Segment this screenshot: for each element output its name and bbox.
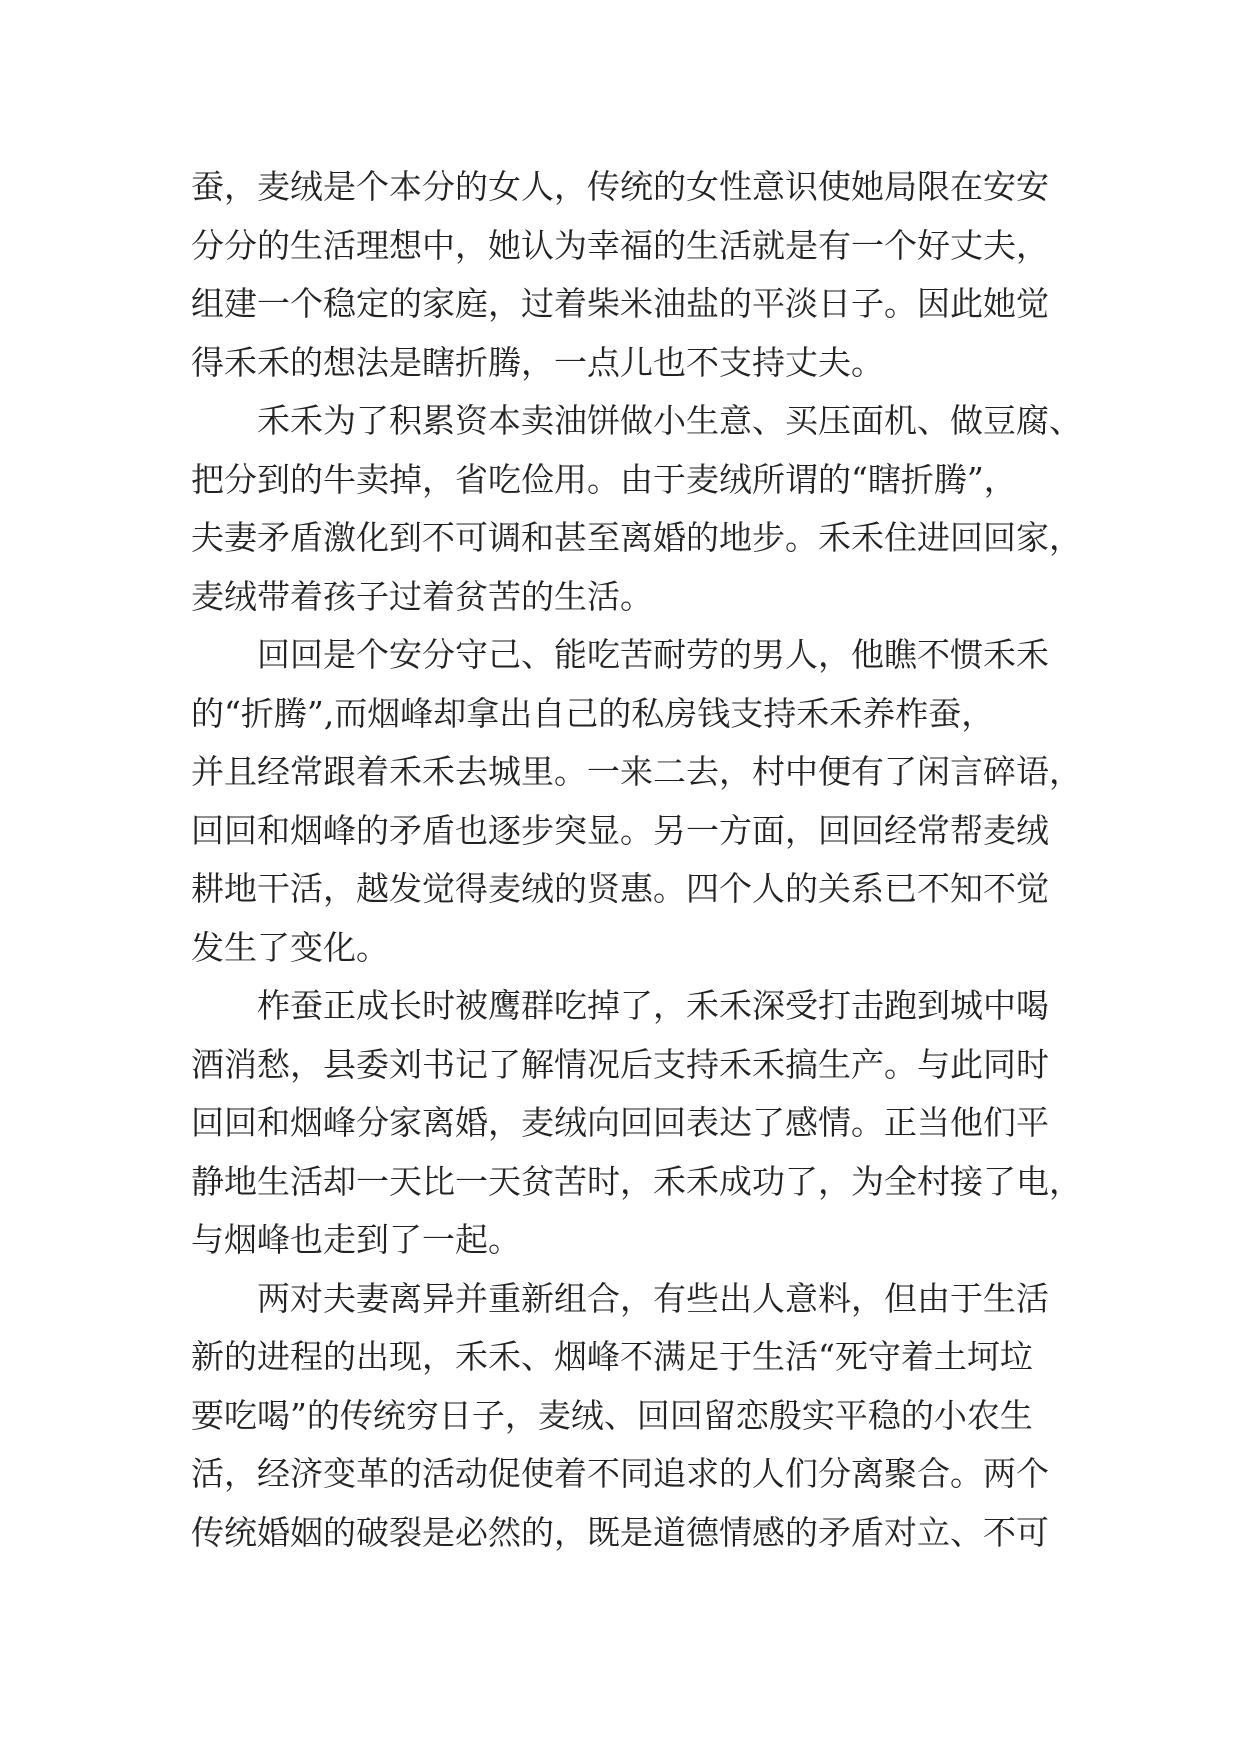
text-line: 发生了变化。 xyxy=(191,927,389,967)
text-line: 新的进程的出现，禾禾、烟峰不满足于生活“死守着土坷垃 xyxy=(191,1337,1033,1376)
text-line: 两对夫妻离异并重新组合，有些出人意料，但由于生活 xyxy=(257,1278,1049,1318)
text-line: 组建一个稳定的家庭，过着柴米油盐的平淡日子。因此她觉 xyxy=(191,284,1049,323)
text-line: 耕地干活，越发觉得麦绒的贤惠。四个人的关系已不知不觉 xyxy=(191,869,1049,908)
text-line: 酒消愁，县委刘书记了解情况后支持禾禾搞生产。与此同时 xyxy=(191,1044,1049,1084)
paragraph-5 xyxy=(191,1270,1071,1563)
text-line: 柞蚕正成长时被鹰群吃掉了，禾禾深受打击跑到城中喝 xyxy=(257,986,1049,1025)
text-line: 蚕，麦绒是个本分的女人，传统的女性意识使她局限在安安 xyxy=(191,167,1049,206)
text-line: 把分到的牛卖掉，省吃俭用。由于麦绒所谓的“瞎折腾”， xyxy=(191,459,1017,499)
paragraph-4 xyxy=(191,977,1082,1270)
text-line: 的“折腾”,而烟峰却拿出自己的私房钱支持禾禾养柞蚕， xyxy=(191,693,995,733)
text-line: 禾禾为了积累资本卖油饼做小生意、买压面机、做豆腐、 xyxy=(257,401,1082,440)
text-line: 回回和烟峰的矛盾也逐步突显。另一方面，回回经常帮麦绒 xyxy=(191,810,1049,850)
paragraph-3 xyxy=(191,626,1082,977)
text-line: 活，经济变革的活动促使着不同追求的人们分离聚合。两个 xyxy=(191,1454,1049,1493)
body-text xyxy=(191,158,1082,1562)
paragraph-1 xyxy=(191,158,1071,392)
text-line: 要吃喝”的传统穷日子，麦绒、回回留恋殷实平稳的小农生 xyxy=(191,1395,1033,1435)
text-line: 并且经常跟着禾禾去城里。一来二去，村中便有了闲言碎语， xyxy=(191,752,1082,791)
text-line: 分分的生活理想中，她认为幸福的生活就是有一个好丈夫， xyxy=(191,225,1049,265)
paragraph-2 xyxy=(191,392,1082,626)
text-line: 回回是个安分守己、能吃苦耐劳的男人，他瞧不惯禾禾 xyxy=(257,635,1049,674)
text-line: 回回和烟峰分家离婚，麦绒向回回表达了感情。正当他们平 xyxy=(191,1103,1049,1142)
text-line: 传统婚姻的破裂是必然的，既是道德情感的矛盾对立、不可 xyxy=(191,1512,1049,1552)
text-line: 麦绒带着孩子过着贫苦的生活。 xyxy=(191,576,653,616)
text-line: 与烟峰也走到了一起。 xyxy=(191,1220,521,1259)
text-line: 静地生活却一天比一天贫苦时，禾禾成功了，为全村接了电， xyxy=(191,1161,1082,1201)
text-line: 得禾禾的想法是瞎折腾，一点儿也不支持丈夫。 xyxy=(191,342,884,382)
text-line: 夫妻矛盾激化到不可调和甚至离婚的地步。禾禾住进回回家， xyxy=(191,518,1082,557)
